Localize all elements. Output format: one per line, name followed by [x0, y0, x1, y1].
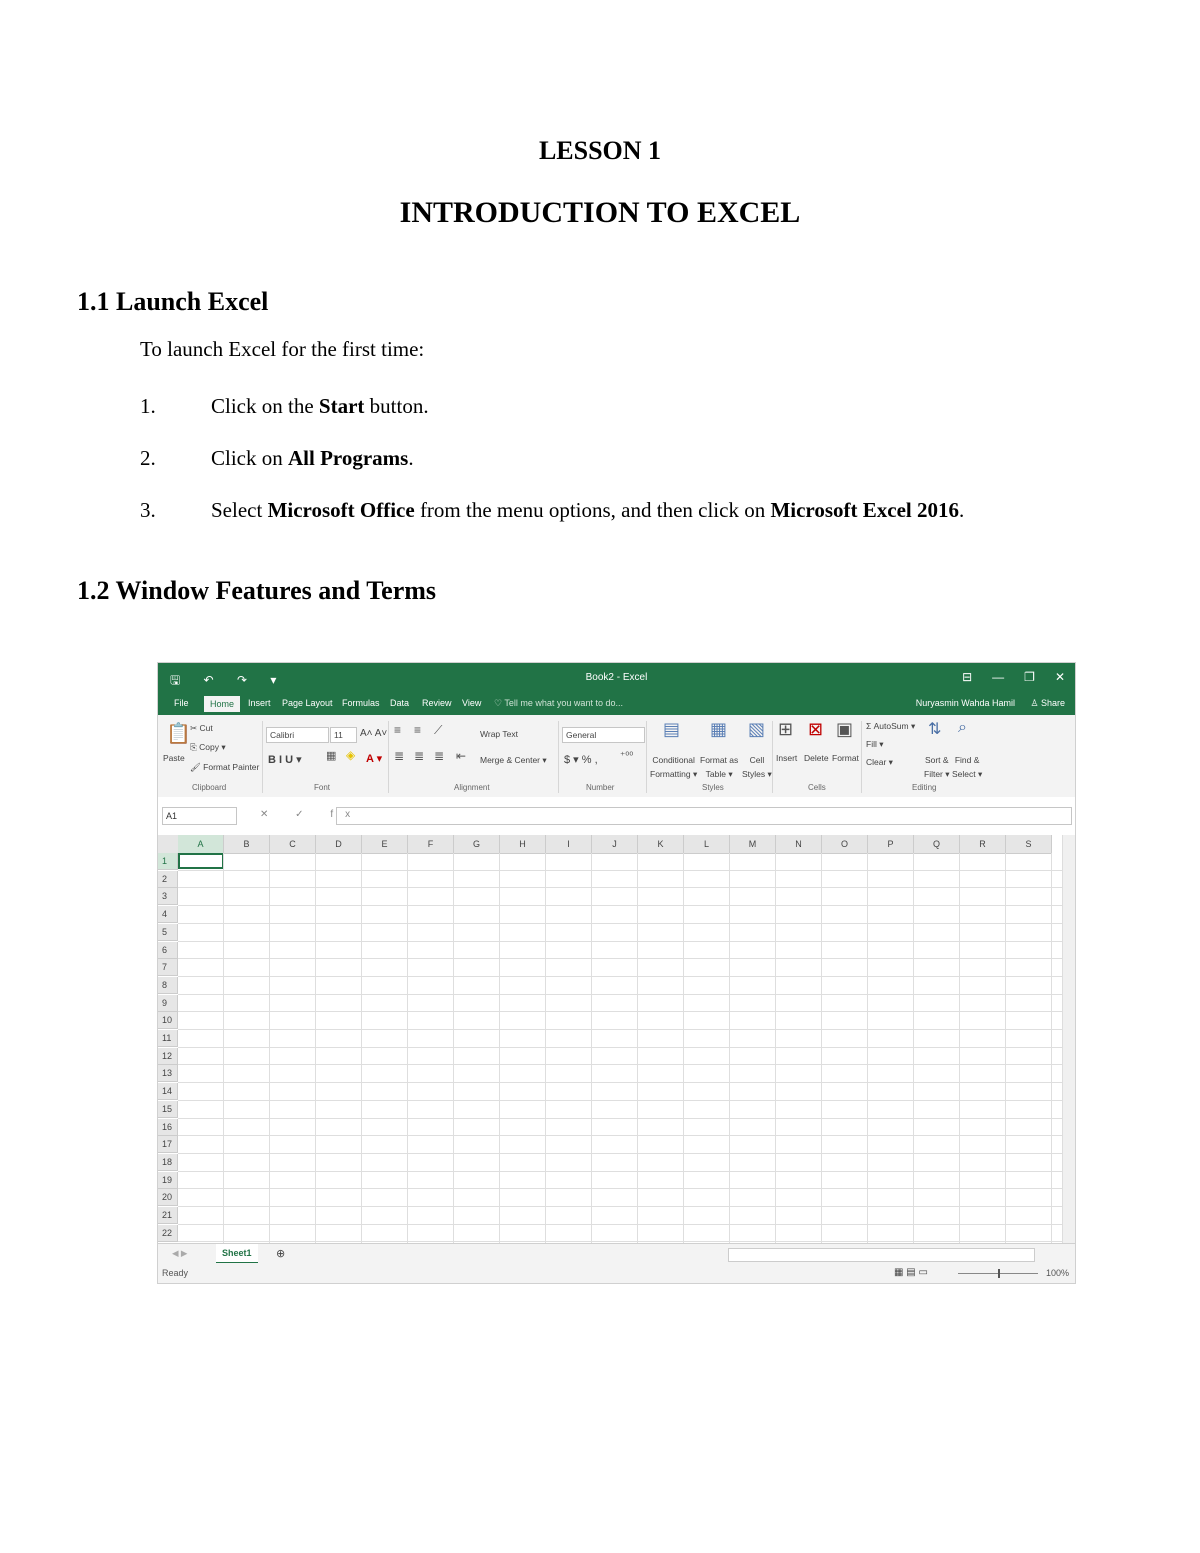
group-label: Number — [586, 783, 615, 792]
share-button[interactable]: ♙ Share — [1030, 698, 1065, 708]
grid-line — [178, 1135, 1062, 1136]
column-header[interactable]: G — [454, 835, 500, 854]
grid-line — [178, 1188, 1062, 1189]
column-header[interactable]: J — [592, 835, 638, 854]
formula-bar-area — [158, 797, 1075, 835]
tab-formulas[interactable]: Formulas — [342, 698, 380, 708]
step-bold: Microsoft Excel 2016 — [770, 498, 960, 522]
find-select-icon[interactable]: ⌕ — [958, 719, 967, 736]
column-header[interactable]: R — [960, 835, 1006, 854]
row-header[interactable]: 3 — [158, 888, 178, 905]
column-header[interactable]: P — [868, 835, 914, 854]
row-header[interactable]: 11 — [158, 1030, 178, 1047]
find-select-button[interactable]: Find & Select ▾ — [952, 755, 983, 779]
insert-cells-icon[interactable]: ⊞ — [778, 719, 794, 739]
step-text: Click on the — [211, 394, 319, 418]
grid-line — [178, 1029, 1062, 1030]
font-name-select[interactable]: Calibri — [266, 727, 329, 743]
tab-file[interactable]: File — [174, 698, 189, 708]
font-color-button[interactable]: A ▾ — [366, 753, 383, 765]
row-header[interactable]: 1 — [158, 853, 178, 870]
ribbon-display-icon[interactable]: ⊟ — [962, 670, 973, 684]
row-header[interactable]: 14 — [158, 1083, 178, 1100]
fill-button[interactable]: Fill ▾ — [866, 739, 884, 749]
column-header[interactable]: A — [178, 835, 224, 855]
grid-line — [545, 853, 546, 1243]
column-header[interactable]: L — [684, 835, 730, 854]
step-bold: Microsoft Office — [267, 498, 415, 522]
lesson-label: LESSON 1 — [538, 136, 662, 165]
wrap-text-button[interactable]: Wrap Text — [480, 729, 518, 739]
copy-button[interactable]: ⎘ Copy ▾ — [190, 742, 226, 752]
spreadsheet-grid[interactable] — [158, 835, 1075, 1243]
tab-insert[interactable]: Insert — [248, 698, 271, 708]
row-header[interactable]: 16 — [158, 1119, 178, 1136]
quick-access-toolbar[interactable]: 🖫 ↶ ↷ ▾ — [170, 673, 287, 687]
grid-line — [361, 853, 362, 1243]
autosum-button[interactable]: Σ AutoSum ▾ — [866, 721, 916, 731]
format-cells-icon[interactable]: ▣ — [836, 719, 854, 739]
column-header[interactable]: S — [1006, 835, 1052, 854]
step-text: Select — [211, 498, 268, 522]
status-bar — [158, 1263, 1075, 1283]
grid-line — [637, 853, 638, 1243]
grid-line — [453, 853, 454, 1243]
active-cell[interactable] — [178, 853, 224, 869]
grid-line — [499, 853, 500, 1243]
row-header[interactable]: 12 — [158, 1048, 178, 1065]
font-grow-shrink[interactable]: A˄ A˅ — [360, 728, 388, 739]
grid-line — [269, 853, 270, 1243]
grid-line — [178, 887, 1062, 888]
step-item — [140, 446, 414, 471]
paste-icon[interactable]: 📋 — [166, 723, 191, 745]
grid-line — [683, 853, 684, 1243]
view-buttons[interactable]: ▦ ▤ ▭ — [894, 1267, 928, 1278]
row-header[interactable]: 15 — [158, 1101, 178, 1118]
number-format-select[interactable]: General — [562, 727, 645, 743]
step-text: from the menu options, and then click on — [414, 498, 771, 522]
grid-line — [407, 853, 408, 1243]
orientation-icon[interactable]: ⟋ — [434, 723, 443, 737]
row-header[interactable]: 18 — [158, 1154, 178, 1171]
tab-data[interactable]: Data — [390, 698, 410, 708]
row-header[interactable]: 7 — [158, 959, 178, 976]
cell-styles-icon[interactable]: ▧ — [748, 719, 766, 739]
format-cells-button[interactable]: Format — [832, 753, 859, 763]
clear-button[interactable]: Clear ▾ — [866, 757, 893, 767]
add-sheet-icon[interactable]: ⊕ — [276, 1248, 286, 1260]
decimal-icon[interactable]: ⁺⁰⁰ — [620, 751, 634, 762]
grid-line — [591, 853, 592, 1243]
grid-line — [1005, 853, 1006, 1243]
grid-line — [178, 1206, 1062, 1207]
group-label: Alignment — [454, 783, 490, 792]
grid-line — [178, 1082, 1062, 1083]
row-header[interactable]: 6 — [158, 942, 178, 959]
grid-line — [178, 1011, 1062, 1012]
grid-line — [178, 1100, 1062, 1101]
align-middle-icon[interactable]: ≡ — [414, 723, 422, 737]
row-header[interactable]: 13 — [158, 1065, 178, 1082]
sort-filter-icon[interactable]: ⇅ — [928, 721, 942, 738]
grid-line — [178, 1224, 1062, 1225]
formula-input[interactable] — [336, 807, 1072, 825]
row-header[interactable]: 19 — [158, 1172, 178, 1189]
step-number: 2. — [140, 446, 156, 470]
select-all-corner[interactable] — [158, 835, 179, 854]
grid-line — [178, 976, 1062, 977]
column-header[interactable]: E — [362, 835, 408, 854]
center-icon[interactable]: ≣ — [414, 749, 425, 763]
number-format-buttons[interactable]: $ ▾ % , — [564, 754, 598, 766]
group-label: Styles — [702, 783, 724, 792]
column-header[interactable]: C — [270, 835, 316, 854]
borders-icon[interactable]: ▦ — [326, 750, 337, 762]
vertical-scrollbar[interactable] — [1062, 835, 1075, 1243]
step-text: Click on — [211, 446, 288, 470]
grid-line — [178, 870, 1062, 871]
restore-icon[interactable]: ❐ — [1024, 670, 1035, 684]
ribbon-home — [158, 715, 1075, 798]
grid-line — [1051, 853, 1052, 1243]
conditional-formatting-icon[interactable]: ▤ — [663, 719, 681, 739]
grid-line — [178, 1064, 1062, 1065]
align-top-icon[interactable]: ≡ — [394, 723, 402, 737]
step-item — [140, 394, 429, 419]
column-header[interactable]: I — [546, 835, 592, 854]
row-header[interactable]: 4 — [158, 906, 178, 923]
step-text: . — [959, 498, 965, 522]
grid-line — [178, 958, 1062, 959]
grid-line — [178, 1171, 1062, 1172]
user-name[interactable]: Nuryasmin Wahda Hamil — [915, 698, 1015, 708]
window-controls — [962, 670, 1065, 684]
align-left-icon[interactable]: ≣ — [394, 749, 405, 763]
sheet-tab-bar — [158, 1243, 1075, 1264]
zoom-level[interactable]: 100% — [1045, 1268, 1069, 1278]
window-title: Book2 - Excel — [585, 672, 648, 683]
insert-cells-button[interactable]: Insert — [776, 753, 798, 763]
zoom-slider-knob[interactable] — [998, 1269, 1000, 1278]
sheet-nav-icon[interactable]: ◀ ▶ — [172, 1248, 188, 1258]
column-header[interactable]: D — [316, 835, 362, 854]
grid-line — [178, 941, 1062, 942]
row-header[interactable]: 2 — [158, 871, 178, 888]
cell-styles-button[interactable]: Cell Styles ▾ — [742, 755, 772, 779]
group-label: Cells — [808, 783, 826, 792]
column-header[interactable]: Q — [914, 835, 960, 854]
grid-line — [178, 1118, 1062, 1119]
indent-icon[interactable]: ⇤ — [456, 749, 467, 763]
grid-line — [959, 853, 960, 1243]
grid-line — [821, 853, 822, 1243]
conditional-formatting-button[interactable]: Conditional Formatting ▾ — [650, 755, 698, 779]
step-number: 3. — [140, 498, 156, 522]
excel-window-screenshot — [158, 663, 1075, 1283]
step-text: button. — [364, 394, 429, 418]
row-header[interactable]: 20 — [158, 1189, 178, 1206]
column-header[interactable]: F — [408, 835, 454, 854]
step-number: 1. — [140, 394, 156, 418]
grid-line — [775, 853, 776, 1243]
grid-line — [178, 1153, 1062, 1154]
sort-filter-button[interactable]: Sort & Filter ▾ — [924, 755, 950, 779]
row-header[interactable]: 22 — [158, 1225, 178, 1242]
row-header[interactable]: 17 — [158, 1136, 178, 1153]
grid-line — [913, 853, 914, 1243]
minimize-icon[interactable]: — — [992, 670, 1005, 684]
group-label: Clipboard — [192, 783, 227, 792]
step-item — [140, 498, 964, 523]
bold-italic-underline[interactable]: B I U ▾ — [268, 754, 302, 766]
delete-cells-icon[interactable]: ⊠ — [808, 719, 824, 739]
row-header[interactable]: 9 — [158, 995, 178, 1012]
paste-button[interactable]: Paste — [163, 753, 185, 763]
tell-me-search[interactable]: ♡ Tell me what you want to do... — [494, 698, 623, 708]
tab-page-layout[interactable]: Page Layout — [282, 698, 333, 708]
excel-title-bar — [158, 663, 1075, 693]
delete-cells-button[interactable]: Delete — [804, 753, 829, 763]
close-icon[interactable]: ✕ — [1054, 670, 1065, 684]
section-heading-window-features: 1.2 Window Features and Terms — [77, 576, 437, 605]
format-painter-button[interactable]: 🖌 Format Painter — [190, 762, 260, 772]
format-as-table-button[interactable]: Format as Table ▾ — [700, 755, 739, 779]
column-header[interactable]: N — [776, 835, 822, 854]
cut-button[interactable]: ✂ Cut — [190, 723, 213, 733]
sheet-tab[interactable]: Sheet1 — [216, 1244, 258, 1264]
grid-line — [867, 853, 868, 1243]
row-header[interactable]: 21 — [158, 1207, 178, 1224]
tab-review[interactable]: Review — [422, 698, 452, 708]
grid-line — [178, 1047, 1062, 1048]
font-size-select[interactable]: 11 — [330, 727, 357, 743]
grid-line — [178, 923, 1062, 924]
group-label: Font — [314, 783, 331, 792]
step-text: . — [408, 446, 414, 470]
section-heading-launch: 1.1 Launch Excel — [77, 287, 269, 316]
format-as-table-icon[interactable]: ▦ — [710, 719, 728, 739]
page-title: INTRODUCTION TO EXCEL — [399, 196, 801, 229]
status-text: Ready — [162, 1268, 189, 1278]
column-header[interactable]: O — [822, 835, 868, 854]
row-header[interactable]: 8 — [158, 977, 178, 994]
row-header[interactable]: 10 — [158, 1012, 178, 1029]
merge-center-button[interactable]: Merge & Center ▾ — [480, 755, 547, 765]
column-header[interactable]: M — [730, 835, 776, 854]
name-box[interactable]: A1 — [162, 807, 237, 825]
align-right-icon[interactable]: ≣ — [434, 749, 445, 763]
grid-line — [178, 994, 1062, 995]
fill-color-icon[interactable]: ◈ — [346, 748, 356, 762]
horizontal-scrollbar[interactable] — [728, 1248, 1035, 1262]
group-label: Editing — [912, 783, 937, 792]
tab-home[interactable]: Home — [204, 696, 240, 712]
step-bold: All Programs — [288, 446, 409, 470]
tab-view[interactable]: View — [462, 698, 482, 708]
grid-line — [729, 853, 730, 1243]
grid-line — [223, 853, 224, 1243]
column-header[interactable]: H — [500, 835, 546, 854]
column-header[interactable]: K — [638, 835, 684, 854]
column-header[interactable]: B — [224, 835, 270, 854]
ribbon-tabs — [158, 693, 1075, 715]
row-header[interactable]: 5 — [158, 924, 178, 941]
intro-text: To launch Excel for the first time: — [140, 337, 425, 361]
step-bold: Start — [318, 394, 365, 418]
formula-buttons[interactable]: ✕ ✓ fx — [260, 809, 363, 820]
grid-line — [315, 853, 316, 1243]
grid-line — [178, 905, 1062, 906]
